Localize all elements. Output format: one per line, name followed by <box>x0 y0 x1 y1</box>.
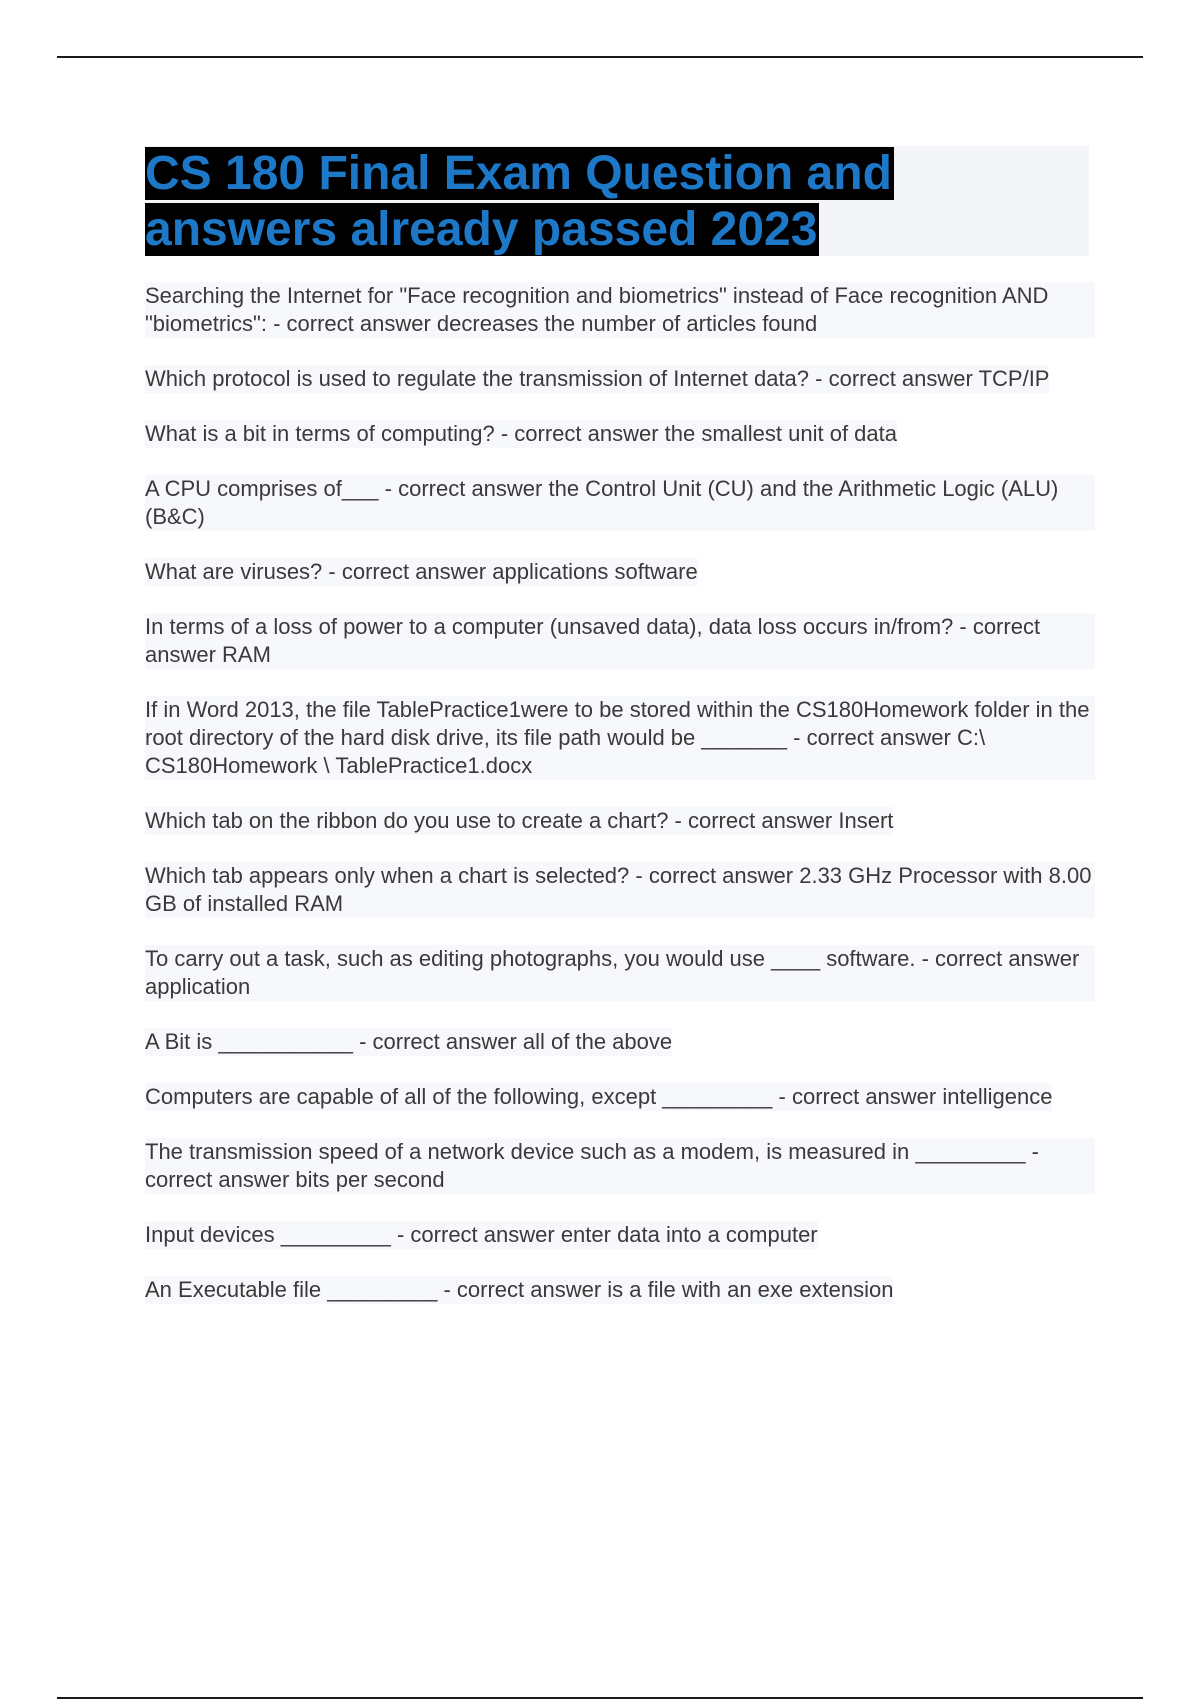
qa-item <box>145 558 698 586</box>
qa-item <box>145 613 1095 669</box>
answer: the Control Unit (CU) and the Arithmetic Logic (ALU) (B&C) <box>145 476 1065 529</box>
question: In terms of a loss of power to a computer (unsaved data), data loss occurs in/from? <box>145 614 954 639</box>
separator: - correct answer <box>390 1222 561 1247</box>
qa-item <box>145 862 1098 918</box>
answer: the smallest unit of data <box>664 421 897 446</box>
qa-item <box>145 1028 672 1056</box>
answer: decreases the number of articles found <box>436 311 818 336</box>
top-rule <box>57 56 1143 58</box>
answer: Insert <box>838 808 894 833</box>
answer: TCP/IP <box>978 366 1050 391</box>
question: Which tab on the ribbon do you use to create a chart? <box>145 808 669 833</box>
separator: - correct answer <box>809 366 979 391</box>
question: The transmission speed of a network device such as a modem, is measured in _________ <box>145 1139 1026 1164</box>
answer: enter data into a computer <box>560 1222 818 1247</box>
question: Searching the Internet for "Face recognition and biometrics" instead of Face recognition AND "biometrics": <box>145 283 1055 336</box>
question: A CPU comprises of___ <box>145 476 379 501</box>
question: Which protocol is used to regulate the transmission of Internet data? <box>145 366 810 391</box>
answer: applications software <box>492 559 698 584</box>
qa-list <box>145 282 1098 1331</box>
answer: all of the above <box>522 1029 673 1054</box>
document-title <box>145 146 905 258</box>
separator: - correct answer <box>494 421 665 446</box>
separator: - correct answer <box>145 614 1041 667</box>
answer: C:\ CS180Homework \ TablePractice1.docx <box>145 725 992 778</box>
qa-item <box>145 420 897 448</box>
bottom-rule <box>57 1697 1143 1699</box>
answer: application <box>145 974 251 999</box>
separator: - correct answer <box>322 559 493 584</box>
separator: - correct answer <box>668 808 839 833</box>
answer: RAM <box>222 642 271 667</box>
separator: - correct answer <box>266 311 437 336</box>
separator: - correct answer <box>437 1277 608 1302</box>
separator: - correct answer <box>145 1139 1039 1192</box>
qa-item <box>145 1083 1052 1111</box>
qa-item <box>145 1276 893 1304</box>
qa-item <box>145 282 1095 338</box>
separator: - correct answer <box>352 1029 523 1054</box>
question: To carry out a task, such as editing photographs, you would use ____ software. <box>145 946 916 971</box>
question: If in Word 2013, the file TablePractice1were to be stored within the CS180Homework folder in the root directory of the hard disk drive, its file path would be _______ <box>145 697 1096 750</box>
separator: - correct answer <box>772 1084 943 1109</box>
answer: intelligence <box>942 1084 1053 1109</box>
question: What is a bit in terms of computing? <box>145 421 495 446</box>
question: A Bit is ___________ <box>145 1029 353 1054</box>
answer: is a file with an exe extension <box>607 1277 894 1302</box>
answer: bits per second <box>295 1167 445 1192</box>
qa-item <box>145 945 1095 1001</box>
qa-item <box>145 1138 1095 1194</box>
qa-item <box>145 365 1049 393</box>
separator: - correct answer <box>915 946 1080 971</box>
question: Input devices _________ <box>145 1222 391 1247</box>
question: An Executable file _________ <box>145 1277 438 1302</box>
separator: - correct answer <box>629 863 800 888</box>
title-text: CS 180 Final Exam Question and answers already passed 2023 <box>145 147 892 256</box>
qa-item <box>145 1221 818 1249</box>
question: Which tab appears only when a chart is selected? <box>145 863 630 888</box>
qa-item <box>145 807 893 835</box>
qa-item <box>145 475 1095 531</box>
separator: - correct answer <box>787 725 957 750</box>
question: What are viruses? <box>145 559 323 584</box>
qa-item <box>145 696 1095 780</box>
question: Computers are capable of all of the following, except _________ <box>145 1084 773 1109</box>
separator: - correct answer <box>378 476 549 501</box>
answer: 2.33 GHz Processor with 8.00 GB of installed RAM <box>145 863 1098 916</box>
